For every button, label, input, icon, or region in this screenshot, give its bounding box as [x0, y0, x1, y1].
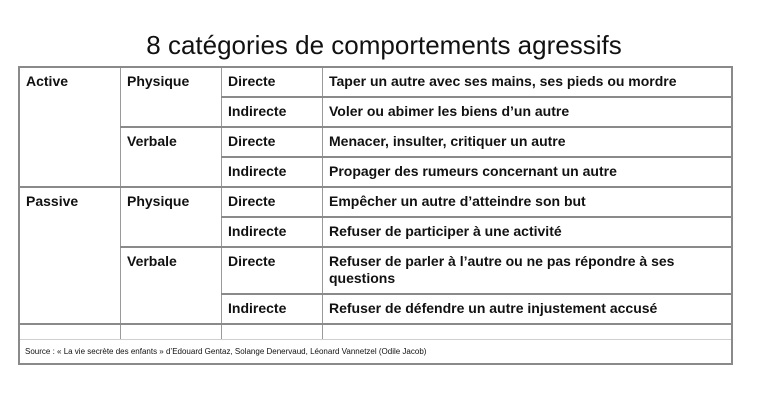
type-cell: Verbale: [121, 127, 222, 187]
empty-cell: [121, 324, 222, 340]
example-cell: Voler ou abimer les biens d’un autre: [323, 97, 733, 127]
table-row: [19, 127, 732, 157]
table-row: [19, 187, 732, 217]
mode-cell: Active: [19, 67, 121, 187]
source-note: Source : « La vie secrète des enfants » d’Edouard Gentaz, Solange Denervaud, Léonard Vannetzel (Odile Jacob): [19, 340, 732, 365]
aggression-categories-table: [18, 66, 733, 365]
empty-cell: [222, 324, 323, 340]
example-cell: Empêcher un autre d’atteindre son but: [323, 187, 733, 217]
example-cell: Taper un autre avec ses mains, ses pieds ou mordre: [323, 67, 733, 97]
form-cell: Directe: [222, 127, 323, 157]
page-title: 8 catégories de comportements agressifs: [146, 30, 622, 60]
form-cell: Indirecte: [222, 294, 323, 324]
form-cell: Directe: [222, 67, 323, 97]
mode-cell: Passive: [19, 187, 121, 324]
form-cell: Directe: [222, 247, 323, 294]
empty-cell: [19, 324, 121, 340]
example-cell: Refuser de participer à une activité: [323, 217, 733, 247]
type-cell: Physique: [121, 67, 222, 127]
table-row: [19, 247, 732, 294]
form-cell: Indirecte: [222, 217, 323, 247]
example-cell: Refuser de parler à l’autre ou ne pas répondre à ses questions: [323, 247, 733, 294]
type-cell: Verbale: [121, 247, 222, 324]
source-row: [19, 340, 732, 365]
form-cell: Directe: [222, 187, 323, 217]
table-row: [19, 67, 732, 97]
example-cell: Refuser de défendre un autre injustement accusé: [323, 294, 733, 324]
example-cell: Menacer, insulter, critiquer un autre: [323, 127, 733, 157]
empty-row: [19, 324, 732, 340]
form-cell: Indirecte: [222, 157, 323, 187]
example-cell: Propager des rumeurs concernant un autre: [323, 157, 733, 187]
form-cell: Indirecte: [222, 97, 323, 127]
type-cell: Physique: [121, 187, 222, 247]
empty-cell: [323, 324, 733, 340]
